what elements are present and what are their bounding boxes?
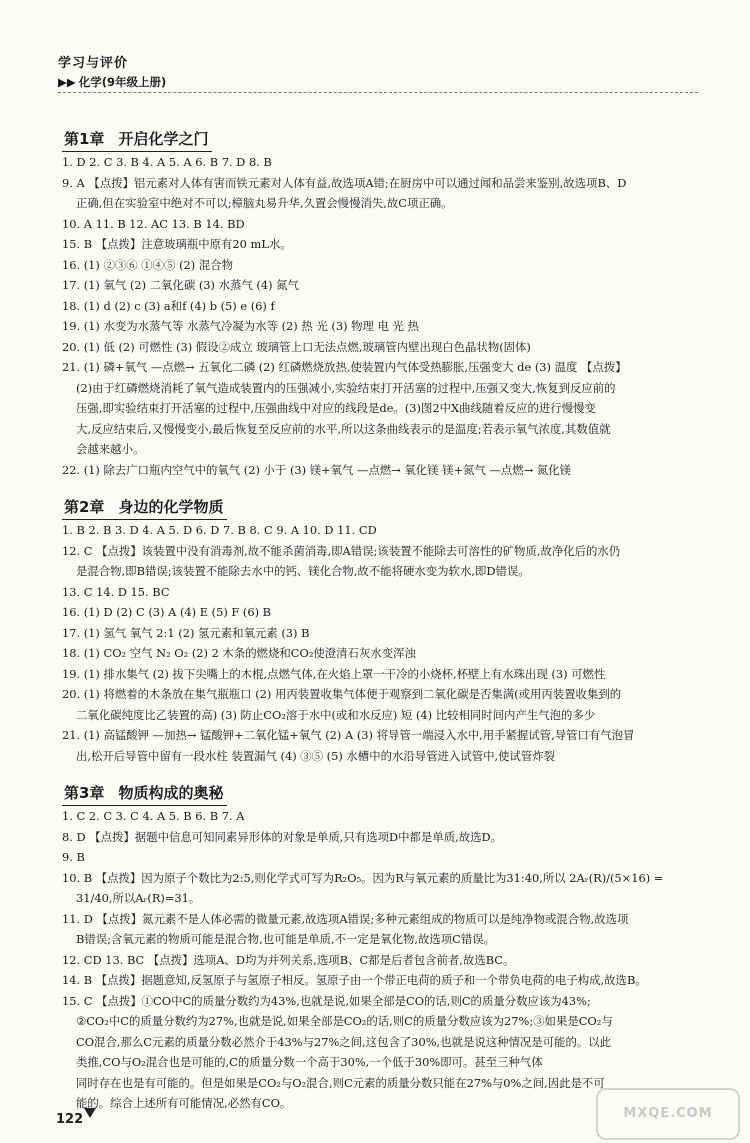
- answer-line: 21. (1) 高锰酸钾 —加热→ 锰酸钾+二氧化锰+氧气 (2) A (3) 将导管一端浸入水中,用手紧握试管,导管口有气泡冒: [62, 728, 635, 742]
- answer-line: 1. B 2. B 3. D 4. A 5. D 6. D 7. B 8. C 9. A 10. D 11. CD: [62, 523, 377, 537]
- chapter-title: [62, 496, 227, 520]
- answer-line: 会越来越小。: [76, 442, 145, 456]
- answer-line: 13. C 14. D 15. BC: [62, 584, 170, 599]
- chapter-number: 第1章: [64, 130, 105, 148]
- answer-line: 二氧化碳纯度比乙装置的高) (3) 防止CO₂溶于水中(或和水反应) 短 (4) 比较相同时间内产生气泡的多少: [76, 707, 596, 722]
- answer-line: 17. (1) 氧气 (2) 二氧化碳 (3) 水蒸气 (4) 氮气: [62, 278, 299, 292]
- page-number: 122: [56, 1112, 84, 1127]
- answer-line: 正确,但在实验室中绝对不可以;樟脑丸易升华,久置会慢慢消失,故C项正确。: [76, 196, 453, 210]
- double-arrow-icon: ▶▶: [58, 75, 76, 89]
- answer-line: ②CO₂中C的质量分数约为27%,也就是说,如果全部是CO₂的话,则C的质量分数应该为27%;③如果是CO₂与: [76, 1014, 613, 1028]
- chapter-number: 第2章: [64, 498, 105, 516]
- answer-line: 21. (1) 磷+氧气 —点燃→ 五氧化二磷 (2) 红磷燃烧放热,使装置内气体受热膨胀,压强变大 de (3) 温度 【点拨】: [62, 360, 627, 374]
- answer-line: 16. (1) D (2) C (3) A (4) E (5) F (6) B: [62, 605, 272, 619]
- answer-line: 大,反应结束后,又慢慢变小,最后恢复至反应前的水平,所以这条曲线表示的是温度;若表示氧气浓度,其数值就: [76, 421, 611, 436]
- answer-line: 20. (1) 低 (2) 可燃性 (3) 假设②成立 玻璃管上口无法点燃,玻璃管内壁出现白色晶状物(固体): [62, 339, 531, 354]
- answer-line: 能的。综合上述所有可能情况,必然有CO。: [76, 1096, 292, 1110]
- answer-line: 1. D 2. C 3. B 4. A 5. A 6. B 7. D 8. B: [62, 155, 272, 169]
- subject-label: 化学(9年级上册): [78, 75, 167, 89]
- answer-line: 17. (1) 氢气 氧气 2:1 (2) 氢元素和氧元素 (3) B: [62, 625, 310, 640]
- answer-line: 14. B 【点拨】据题意知,反氢原子与氢原子相反。氢原子由一个带正电荷的质子和一个带负电荷的电子构成,故选B。: [62, 973, 647, 987]
- answer-line: 12. CD 13. BC 【点拨】选项A、D均为并列关系,选项B、C都是后者包含前者,故选BC。: [62, 952, 515, 967]
- answer-content: [62, 128, 692, 1120]
- answer-line: 10. A 11. B 12. AC 13. B 14. BD: [62, 216, 245, 231]
- watermark-logo: MXQE.COM: [596, 1088, 740, 1140]
- chapter-name: 开启化学之门: [118, 130, 209, 148]
- chapter-number: 第3章: [64, 784, 105, 802]
- answer-line: 是混合物,即B错误;该装置不能除去水中的钙、镁化合物,故不能将硬水变为软水,即D错误。: [76, 564, 530, 578]
- answer-line: (2)由于红磷燃烧消耗了氧气造成装置内的压强减小,实验结束打开活塞的过程中,压强又变大,恢复到反应前的: [76, 380, 616, 395]
- answer-line: 18. (1) d (2) c (3) a和f (4) b (5) e (6) f: [62, 298, 275, 313]
- answer-line: CO混合,那么C元素的质量分数必然介于43%与27%之间,这包含了30%,也就是说这种情况是可能的。以此: [76, 1034, 612, 1049]
- header-rule: [58, 92, 698, 93]
- answer-line: 压强,即实验结束打开活塞的过程中,压强曲线中对应的线段是de。(3)图2中X曲线随着反应的进行慢慢变: [76, 401, 596, 415]
- chapter-section: [62, 782, 692, 1114]
- chapter-title: [62, 782, 227, 806]
- answer-line: B错误;含氧元素的物质可能是混合物,也可能是单质,不一定是氧化物,故选项C错误。: [76, 932, 496, 946]
- answer-line: 19. (1) 排水集气 (2) 拔下尖嘴上的木棍,点燃气体,在火焰上罩一干冷的小烧杯,杯壁上有水珠出现 (3) 可燃性: [62, 666, 606, 681]
- triangle-marker-icon: [84, 1108, 96, 1118]
- answer-line: 19. (1) 水变为水蒸气等 水蒸气冷凝为水等 (2) 热 光 (3) 物理 电 光 热: [62, 319, 419, 333]
- answer-line: 1. C 2. C 3. C 4. A 5. B 6. B 7. A: [62, 809, 245, 823]
- answer-line: 22. (1) 除去广口瓶内空气中的氧气 (2) 小于 (3) 镁+氧气 —点燃→ 氧化镁 镁+氮气 —点燃→ 氮化镁: [62, 462, 572, 477]
- answer-line: 16. (1) ②③⑥ ①④⑤ (2) 混合物: [62, 257, 234, 272]
- answer-line: 12. C 【点拨】该装置中没有消毒剂,故不能杀菌消毒,即A错误;该装置不能除去可溶性的矿物质,故净化后的水仍: [62, 543, 621, 558]
- chapter-section: [62, 496, 692, 766]
- chapter-title: [62, 128, 212, 152]
- answer-line: 9. A 【点拨】铝元素对人体有害而铁元素对人体有益,故选项A错;在厨房中可以通过闻和品尝来鉴别,故选项B、D: [62, 175, 627, 190]
- answer-line: 8. D 【点拨】据题中信息可知同素异形体的对象是单质,只有选项D中都是单质,故选D。: [62, 829, 503, 844]
- answer-line: 18. (1) CO₂ 空气 N₂ O₂ (2) 2 木条的燃烧和CO₂使澄清石灰水变浑浊: [62, 646, 416, 660]
- answer-line: 31/40,所以Aᵣ(R)=31。: [76, 891, 201, 905]
- book-subject: [58, 74, 166, 90]
- chapter-name: 身边的化学物质: [118, 498, 224, 516]
- page-header: [58, 52, 698, 102]
- answer-line: 11. D 【点拨】氮元素不是人体必需的微量元素,故选项A错误;多种元素组成的物质可以是纯净物或混合物,故选项: [62, 911, 629, 926]
- book-brand: 学习与评价: [58, 56, 129, 71]
- answer-line: 15. B 【点拨】注意玻璃瓶中原有20 mL水。: [62, 237, 292, 251]
- answer-line: 出,松开后导管中留有一段水柱 装置漏气 (4) ③⑤ (5) 水槽中的水沿导管进入试管中,使试管炸裂: [76, 748, 556, 763]
- answer-line: 10. B 【点拨】因为原子个数比为2:5,则化学式可写为R₂O₅。因为R与氧元素的质量比为31:40,所以 2Aᵣ(R)/(5×16) =: [62, 870, 664, 885]
- answer-line: 15. C 【点拨】①CO中C的质量分数约为43%,也就是说,如果全部是CO的话,则C的质量分数应该为43%;: [62, 993, 591, 1008]
- answer-line: 类推,CO与O₂混合也是可能的,C的质量分数一个高于30%,一个低于30%即可。甚至三种气体: [76, 1055, 543, 1069]
- chapter-name: 物质构成的奥秘: [118, 784, 224, 802]
- answer-line: 20. (1) 将燃着的木条放在集气瓶瓶口 (2) 用丙装置收集气体便于观察到二氧化碳是否集满(或用丙装置收集到的: [62, 687, 622, 701]
- answer-line: 9. B: [62, 850, 85, 864]
- answer-line: 同时存在也是有可能的。但是如果是CO₂与O₂混合,则C元素的质量分数只能在27%与0%之间,因此是不可: [76, 1075, 605, 1090]
- chapter-section: [62, 128, 692, 480]
